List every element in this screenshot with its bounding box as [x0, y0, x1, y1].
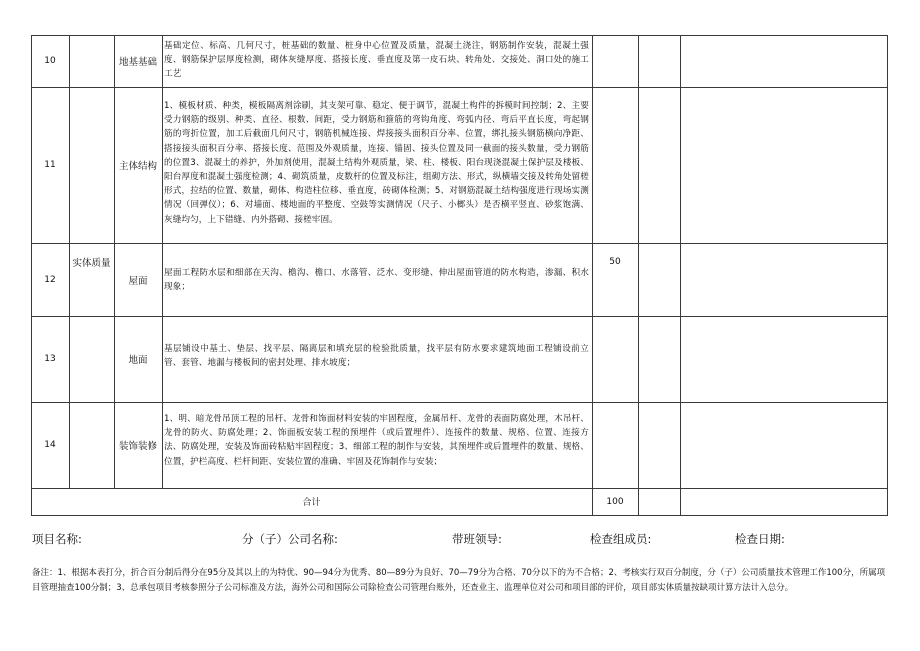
grid-line — [31, 515, 888, 516]
project-name-label: 项目名称: — [32, 532, 82, 546]
inspectors-label: 检查组成员: — [590, 532, 652, 546]
item-name: 主体结构 — [118, 161, 157, 172]
total-value: 100 — [606, 496, 624, 507]
total-label: 合计 — [302, 498, 321, 508]
item-name: 屋面 — [128, 275, 148, 287]
item-description: 基层铺设中基土、垫层、找平层、隔离层和填充层的检验批质量，找平层有防水要求建筑地面工程铺设前立管、套管、地漏与楼板间的密封处理、排水坡度； — [164, 344, 589, 369]
category-label: 实体质量 — [72, 257, 111, 269]
row-number: 12 — [44, 274, 56, 285]
grid-line — [638, 35, 639, 516]
score-value: 50 — [609, 256, 621, 267]
row-number: 13 — [44, 354, 56, 364]
item-description: 1、明、暗龙骨吊顶工程的吊杆、龙骨和饰面材料安装的牢固程度，金属吊杆、龙骨的表面防腐处理，木吊杆、龙骨的防火、防腐处理；2、饰面板安装工程的预埋件（或后置埋件）、连接件的数量、规格、位置、连接方法、防腐处理，安装及饰面砖粘贴牢固程度；3、细部工程的制作与安装，其预埋件或后置埋件的数量、规格、位置，护栏高度、栏杆间距、安装位置的准确、牢固及花饰制作与安装； — [164, 414, 589, 467]
item-description: 1、模板材质、种类，模板隔离剂涂刷，其支架可靠、稳定、便于调节，混凝土构件的拆模时间控制；2、主要受力钢筋的级别、种类、直径、根数、间距，受力钢筋和箍筋的弯钩角度、弯弧内径、弯后平直长度，弯起钢筋的弯折位置，加工后截面几何尺寸，钢筋机械连接、焊接接头面积百分率、位置，绑扎接头钢筋横向净距、搭接接头面积百分率、搭接长度、范围及外观质量，连接、锚固、接头位置及同一截面的接头数量，受力钢筋的位置3、混凝土的养护，外加剂使用，混凝土结构外观质量，梁、柱、楼板、阳台现浇混凝土保护层及楼板、阳台厚度和混凝土强度检测；4、砌筑质量，皮数杆的位置及标注，组砌方法、形式，纵横墙交接及转角处留槎形式，拉结的位置、数量，砌体、构造柱位移、垂直度，砖砌体检测；5、对钢筋混凝土结构强度进行现场实测情况（回弹仪）；6、对墙面、楼地面的平整度、空鼓等实测情况（尺子、小榔头）是否横平竖直、砂浆饱满、灰缝均匀，上下错缝、内外搭砌、接槎牢固。 — [164, 101, 589, 225]
row-number: 10 — [44, 56, 56, 66]
inspection-date-label: 检查日期: — [735, 532, 785, 546]
item-name: 装饰装修 — [118, 441, 157, 452]
grid-line — [680, 35, 681, 516]
item-name: 地基基础 — [118, 57, 157, 68]
grid-line — [162, 35, 163, 488]
row-number: 14 — [44, 440, 56, 450]
item-name: 地面 — [128, 355, 148, 366]
item-description: 屋面工程防水层和细部在天沟、檐沟、檐口、水落管、泛水、变形缝、伸出屋面管道的防水构造，渗漏、积水现象； — [164, 268, 589, 293]
item-description: 基础定位、标高、几何尺寸，桩基础的数量、桩身中心位置及质量，混凝土浇注，钢筋制作安装，混凝土强度、钢筋保护层厚度检测，砌体灰缝厚度、搭接长度、垂直度及第一皮石块、转角处、交接处、洞口处的施工工艺 — [164, 41, 589, 80]
remarks-note: 备注：1、根据本表打分，折合百分制后得分在95分及其以上的为特优、90—94分为优秀、80—89分为良好、70—79分为合格、70分以下的为不合格；2、考核实行双百分制度，分（子）公司质量技术管理工作100分，所属项目管理抽查100分制；3、总承包项目考核参照分子公司标准及方法，海外公司和国际公司除检查公司管理台账外，还查业主、监理单位对公司和项目部的评价，项目部实体质量按缺项计算方法计入总分。 — [32, 568, 886, 593]
team-leader-label: 带班领导: — [452, 532, 502, 546]
grid-line — [887, 35, 888, 516]
company-name-label: 分（子）公司名称: — [242, 532, 338, 546]
row-number: 11 — [44, 160, 56, 170]
